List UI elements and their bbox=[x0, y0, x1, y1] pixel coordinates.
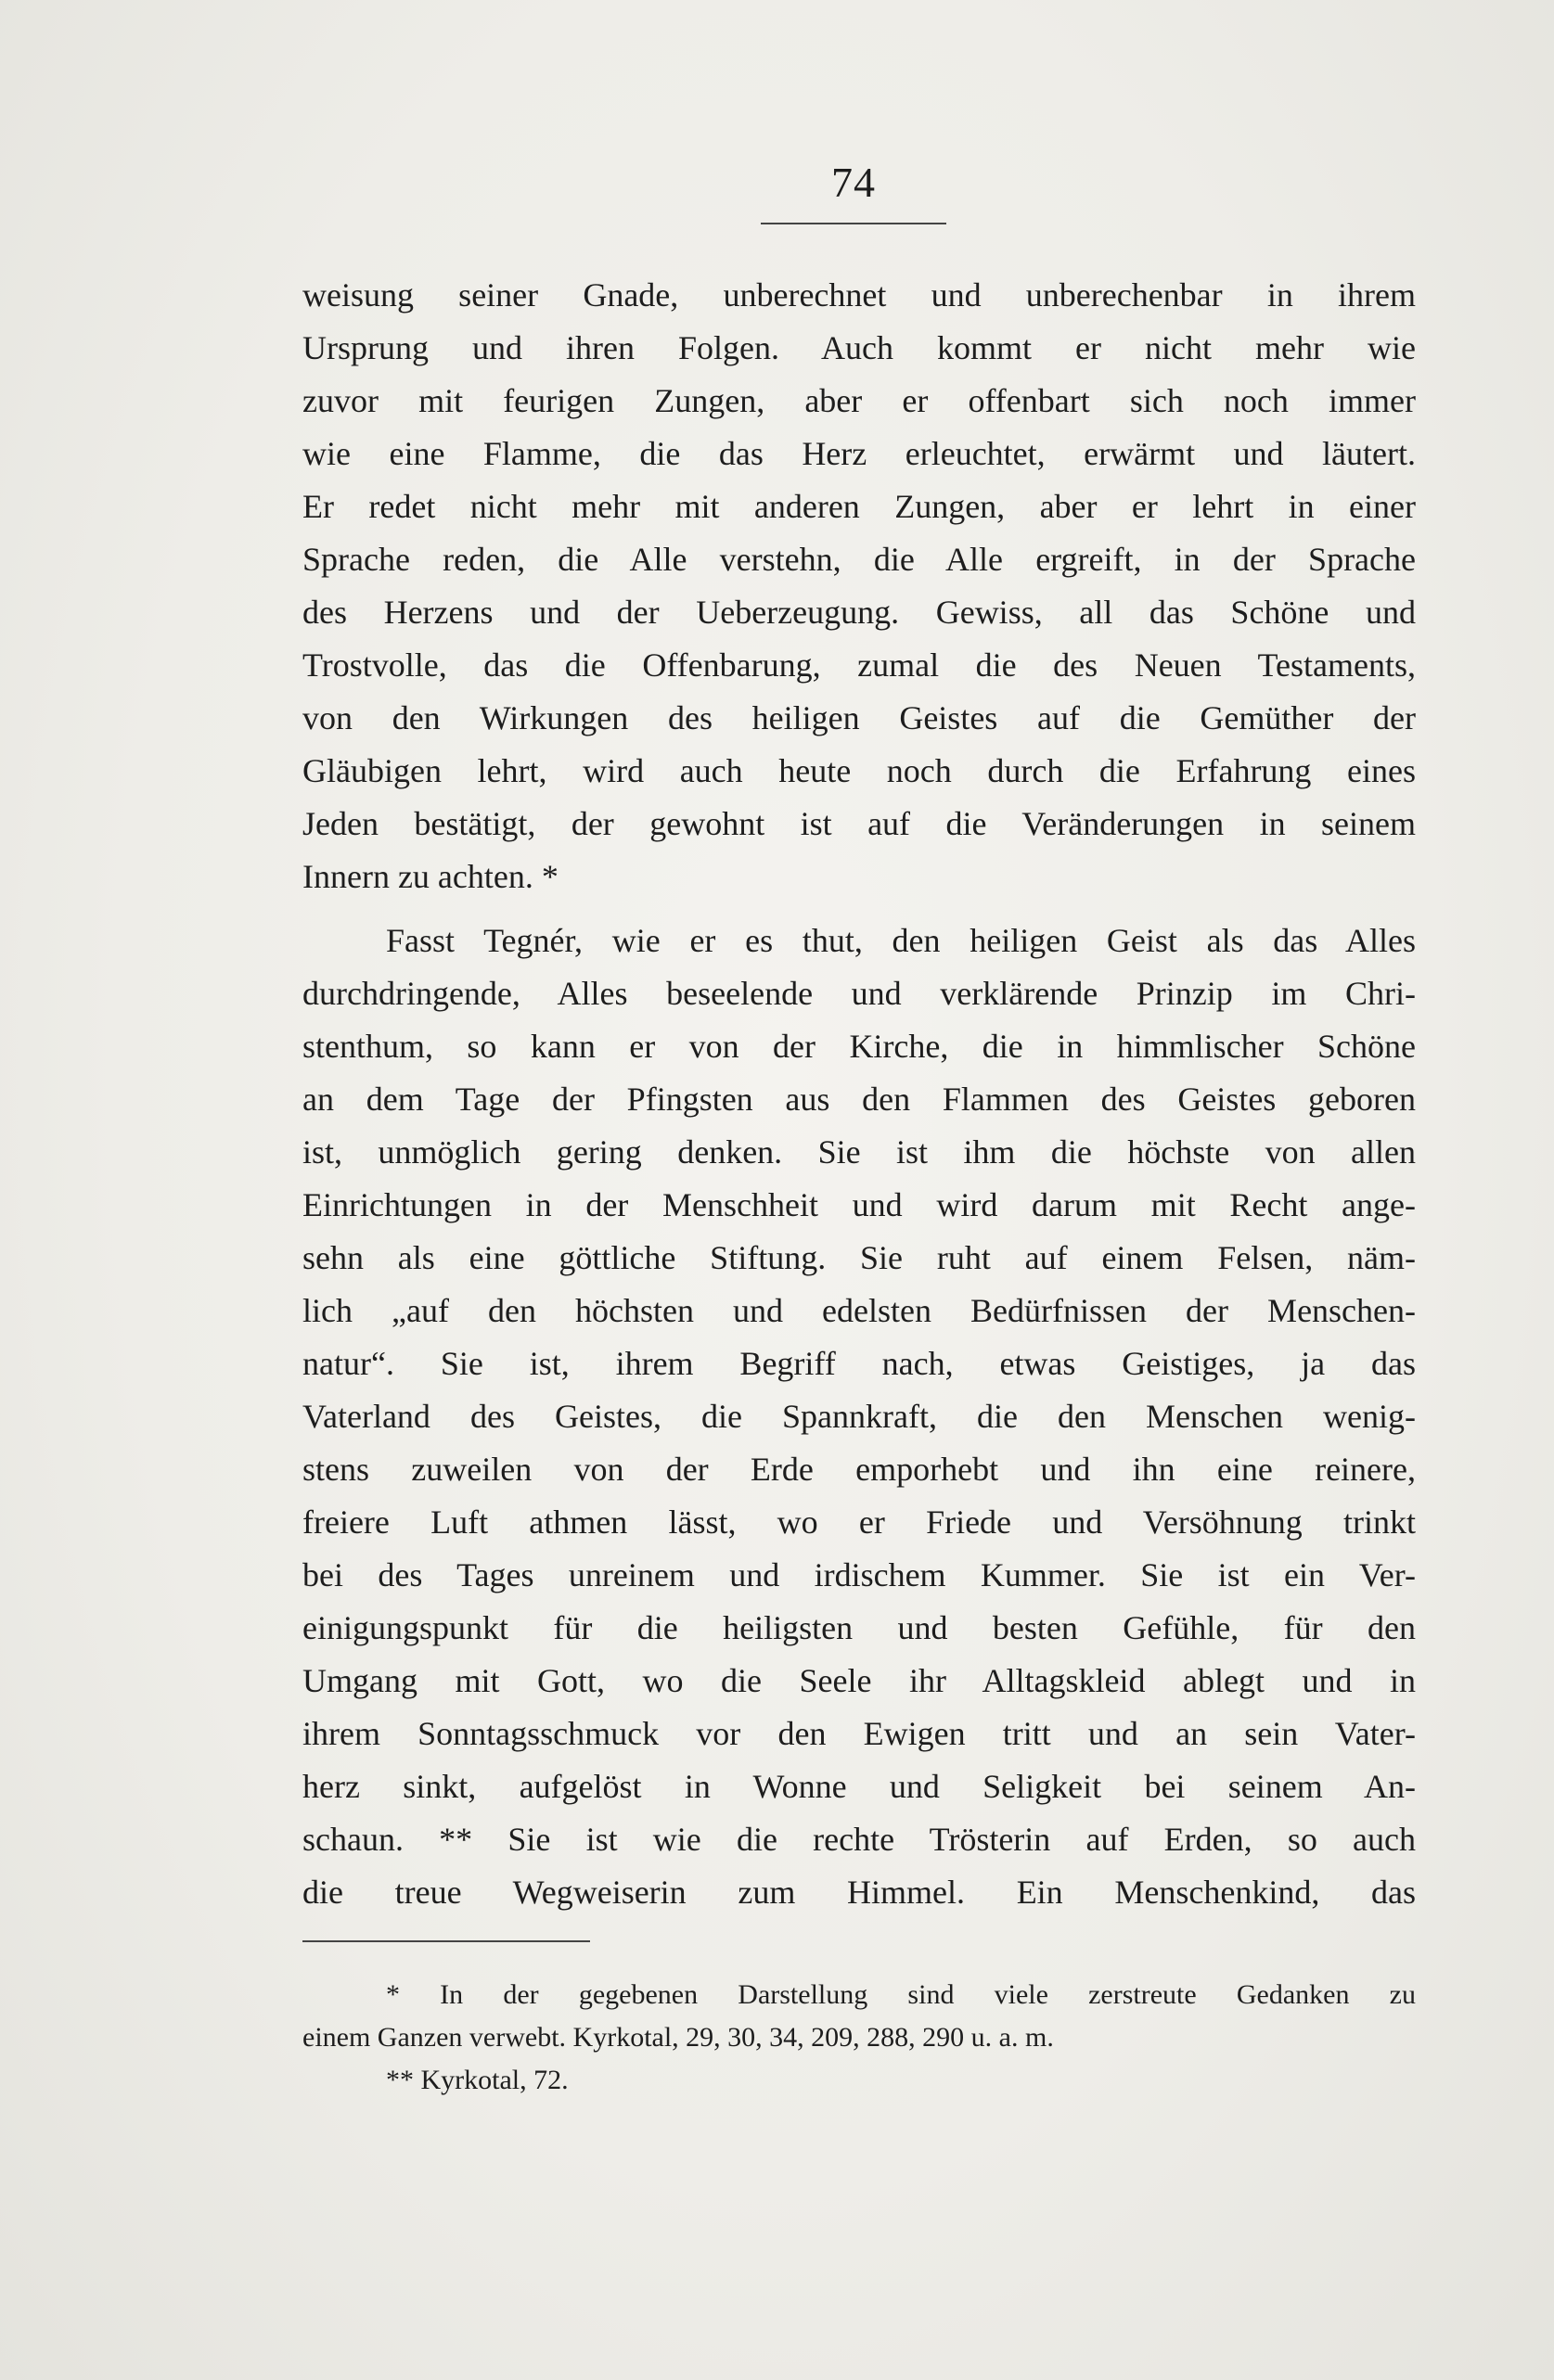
text-line: natur“. Sie ist, ihrem Begriff nach, etwas Geistiges, ja das bbox=[302, 1345, 1416, 1382]
text-line: bei des Tages unreinem und irdischem Kummer. Sie ist ein Ver- bbox=[302, 1556, 1416, 1593]
text-line: Fasst Tegnér, wie er es thut, den heiligen Geist als das Alles bbox=[386, 922, 1416, 959]
text-line: des Herzens und der Ueberzeugung. Gewiss, all das Schöne und bbox=[302, 594, 1416, 631]
footnotes bbox=[302, 1974, 1416, 2102]
text-line: weisung seiner Gnade, unberechnet und unberechenbar in ihrem bbox=[302, 276, 1416, 313]
text-line: Vaterland des Geistes, die Spannkraft, die den Menschen wenig- bbox=[302, 1398, 1416, 1435]
text-line: Umgang mit Gott, wo die Seele ihr Alltagskleid ablegt und in bbox=[302, 1662, 1416, 1699]
footnote-line: * In der gegebenen Darstellung sind viele zerstreute Gedanken zu bbox=[386, 1979, 1416, 2010]
text-line: zuvor mit feurigen Zungen, aber er offenbart sich noch immer bbox=[302, 382, 1416, 419]
text-line: Trostvolle, das die Offenbarung, zumal die des Neuen Testaments, bbox=[302, 646, 1416, 684]
text-line: ihrem Sonntagsschmuck vor den Ewigen tritt und an sein Vater- bbox=[302, 1715, 1416, 1752]
text-line: Jeden bestätigt, der gewohnt ist auf die Veränderungen in seinem bbox=[302, 805, 1416, 842]
footnote-rule bbox=[302, 1940, 590, 1942]
text-line: Sprache reden, die Alle verstehn, die Alle ergreift, in der Sprache bbox=[302, 541, 1416, 578]
text-line: Gläubigen lehrt, wird auch heute noch durch die Erfahrung eines bbox=[302, 752, 1416, 789]
main-text bbox=[302, 269, 1416, 1919]
text-line: stenthum, so kann er von der Kirche, die in himmlischer Schöne bbox=[302, 1028, 1416, 1065]
text-line: lich „auf den höchsten und edelsten Bedürfnissen der Menschen- bbox=[302, 1292, 1416, 1329]
text-line: Einrichtungen in der Menschheit und wird darum mit Recht ange- bbox=[302, 1186, 1416, 1223]
text-line: Er redet nicht mehr mit anderen Zungen, aber er lehrt in einer bbox=[302, 488, 1416, 525]
text-line: an dem Tage der Pfingsten aus den Flammen des Geistes geboren bbox=[302, 1081, 1416, 1118]
footnote-line: einem Ganzen verwebt. Kyrkotal, 29, 30, 34, 209, 288, 290 u. a. m. bbox=[302, 2022, 1054, 2053]
text-line: einigungspunkt für die heiligsten und besten Gefühle, für den bbox=[302, 1609, 1416, 1646]
text-line: freiere Luft athmen lässt, wo er Friede und Versöhnung trinkt bbox=[302, 1503, 1416, 1541]
text-line: sehn als eine göttliche Stiftung. Sie ruht auf einem Felsen, näm- bbox=[302, 1239, 1416, 1276]
text-line: stens zuweilen von der Erde emporhebt und ihn eine reinere, bbox=[302, 1451, 1416, 1488]
text-line: schaun. ** Sie ist wie die rechte Trösterin auf Erden, so auch bbox=[302, 1821, 1416, 1858]
text-line: wie eine Flamme, die das Herz erleuchtet, erwärmt und läutert. bbox=[302, 435, 1416, 472]
text-line: ist, unmöglich gering denken. Sie ist ihm die höchste von allen bbox=[302, 1133, 1416, 1171]
text-line: durchdringende, Alles beseelende und verklärende Prinzip im Chri- bbox=[302, 975, 1416, 1012]
text-line: die treue Wegweiserin zum Himmel. Ein Menschenkind, das bbox=[302, 1874, 1416, 1911]
page-number-rule bbox=[761, 223, 946, 224]
text-line: Innern zu achten. * bbox=[302, 858, 559, 895]
text-line: von den Wirkungen des heiligen Geistes auf die Gemüther der bbox=[302, 699, 1416, 736]
footnote-line: ** Kyrkotal, 72. bbox=[386, 2065, 569, 2095]
text-line: Ursprung und ihren Folgen. Auch kommt er nicht mehr wie bbox=[302, 329, 1416, 366]
text-line: herz sinkt, aufgelöst in Wonne und Seligkeit bei seinem An- bbox=[302, 1768, 1416, 1805]
page-number: 74 bbox=[831, 159, 876, 206]
paragraph-gap bbox=[302, 903, 1416, 915]
